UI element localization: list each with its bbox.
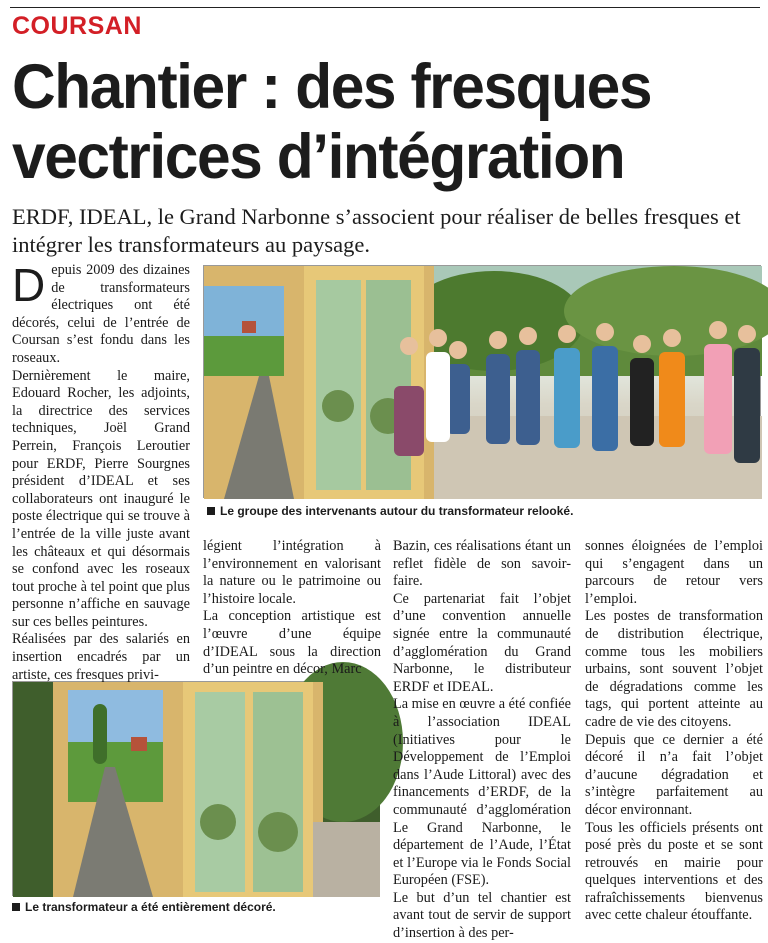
article-paragraph: Depuis que ce dernier a été décoré il n’a fait l’objet d’aucune dégradation et s’intègre parfaitement au décor environnant. (585, 731, 763, 818)
article-headline: Chantier : des fresques vectrices d’intégration (12, 52, 652, 192)
article-paragraph: Bazin, ces réalisations étant un reflet fidèle de son savoir-faire. (393, 538, 571, 590)
transformer-photo-caption-text: Le transformateur a été entièrement décoré. (25, 900, 276, 914)
article-column-3 (393, 538, 571, 943)
article-paragraph: Les postes de transformation de distribution électrique, comme tous les mobiliers urbains, sont souvent l’objet de dégradations comme les tags, qui portent atteinte au cadre de vie des citoyens. (585, 608, 763, 730)
transformer-photo (12, 681, 379, 896)
article-paragraph: Dernièrement le maire, Edouard Rocher, les adjoints, la directrice des services techniques, Joël Grand Perrein, François Leroutier pour ERDF, Pierre Sourgnes président d’IDEAL et ses collaborateurs ont inauguré le poste électrique qui se trouve à l’entrée de la ville juste avant les châteaux et qui désormais se confond avec les roseaux tout proche à tel point que plus personne n’affiche en sauvage sur ces belles peintures. (12, 367, 190, 630)
article-paragraph: La mise en œuvre a été confiée à l’association IDEAL (Initiatives pour le Développement de l’Emploi dans l’Aude Littoral) avec des financements d’ERDF, de la communauté d’agglomération Le Grand Narbonne, le département de l’Aude, l’État et l’Europe via le Fonds Social Européen (FSE). (393, 696, 571, 889)
transformer-photo-illustration (13, 682, 380, 897)
article-paragraph: La conception artistique est l’œuvre d’une équipe d’IDEAL sous la direction d’un peintre en décor, Marc (203, 608, 381, 678)
transformer-photo-caption (12, 900, 276, 914)
article-column-2 (203, 538, 381, 679)
group-photo-caption (207, 504, 573, 518)
group-photo-caption-text: Le groupe des intervenants autour du transformateur relooké. (220, 504, 574, 518)
article-paragraph: sonnes éloignées de l’emploi qui s’engagent dans un parcours de retour vers l’emploi. (585, 538, 763, 607)
article-paragraph: Ce partenariat fait l’objet d’une convention annuelle signée entre la communauté d’agglomération du Grand Narbonne, le distributeur ERDF et IDEAL. (393, 590, 571, 695)
article-column-1 (12, 259, 190, 684)
section-label: COURSAN (12, 12, 142, 40)
article-paragraph: Tous les officiels présents ont posé près du poste et se sont retrouvés en mairie pour quelques interventions et des rafraîchissements bienvenus avec cette chaleur étouffante. (585, 819, 763, 924)
article-column-4 (585, 538, 763, 925)
paragraph-text: epuis 2009 des dizaines de transformateurs électriques ont été décorés, celui de l’entrée de Coursan s’est fondu dans les roseaux. (12, 262, 190, 366)
article-paragraph: Le but d’un tel chantier est avant tout de servir de support d’insertion à des per- (393, 889, 571, 942)
article-paragraph: Réalisées par des salariés en insertion encadrés par un artiste, ces fresques privi- (12, 631, 190, 683)
group-photo (203, 265, 761, 498)
caption-bullet (207, 507, 215, 515)
article-standfirst: ERDF, IDEAL, le Grand Narbonne s’associent pour réaliser de belles fresques et intégrer les transformateurs au paysage. (12, 204, 741, 257)
caption-bullet (12, 903, 20, 911)
group-photo-illustration (204, 266, 762, 499)
top-rule (10, 7, 760, 8)
article-paragraph: légient l’intégration à l’environnement en valorisant la nature ou le patrimoine ou l’histoire locale. (203, 538, 381, 607)
article-paragraph (12, 259, 190, 368)
drop-cap: D (12, 259, 46, 311)
